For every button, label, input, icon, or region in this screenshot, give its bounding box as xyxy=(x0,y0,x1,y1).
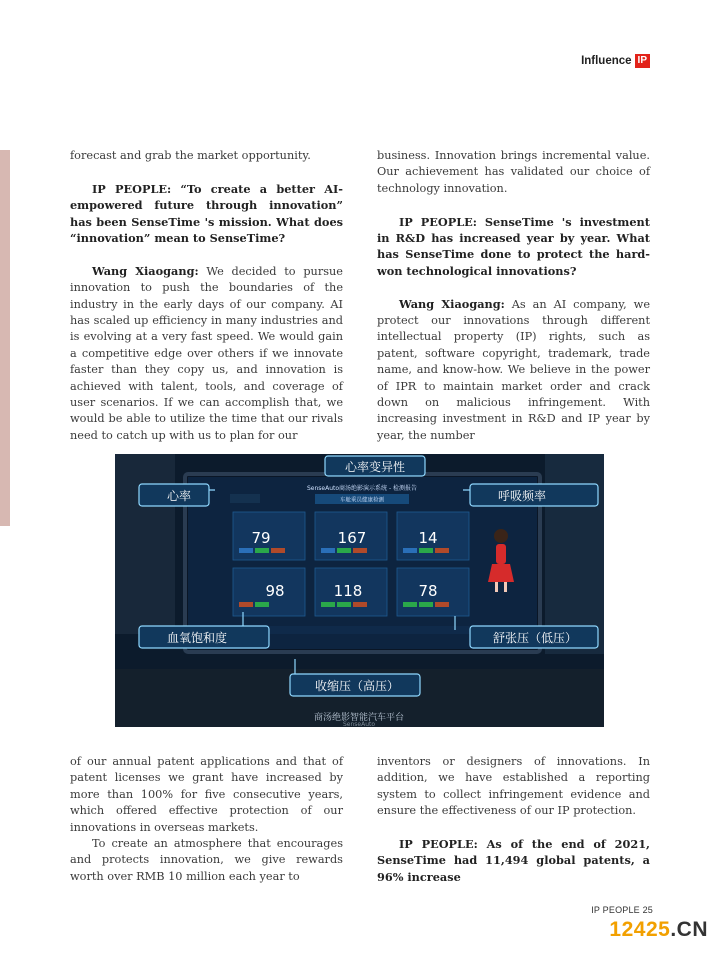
paragraph: inventors or designers of innovations. In addition, we have established a reporting system to collect infringement evidence and ensure the effectiveness of our IP protection. xyxy=(377,755,650,818)
label-systolic: 收缩压（高压） xyxy=(315,679,400,693)
column-left-top xyxy=(70,148,343,444)
paragraph: To create an atmosphere that encourages and protects innovation, we give rewards worth over RMB 10 million each year to xyxy=(70,837,343,883)
answer-text: As an AI company, we protect our innovations through different intellectual property (IP) rights, such as patent, software copyright, trademark, trade name, and know-how. We believe in the power of IPR to maintain market order and crack down on malicious infringement. With increasing investment in R&D and IP year by year, the number xyxy=(377,297,650,442)
label-heart-rate-variability: 心率变异性 xyxy=(345,460,406,474)
reading-value: 14 xyxy=(418,529,438,547)
screen-title: SenseAuto商汤绝影演示系统 - 检测报告 xyxy=(306,485,418,492)
label-heart-rate: 心率 xyxy=(167,489,192,503)
page-number: IP PEOPLE 25 xyxy=(591,905,653,915)
speaker-name: Wang Xiaogang: xyxy=(399,296,505,311)
interview-answer xyxy=(377,296,650,445)
interview-question: IP PEOPLE: As of the end of 2021, SenseTime had 11,494 global patents, a 96% increase xyxy=(377,837,650,884)
reading-value: 118 xyxy=(333,582,363,600)
reading-value: 78 xyxy=(418,582,438,600)
interview-question: IP PEOPLE: SenseTime 's investment in R&D has increased year by year. What has SenseTime done to protect the hard-won technological innovations? xyxy=(377,214,650,278)
photo-caption-sub: SenseAuto xyxy=(342,721,376,727)
paragraph: business. Innovation brings incremental value. Our achievement has validated our choice of technology innovation. xyxy=(377,149,650,195)
watermark-number: 12425 xyxy=(609,918,671,941)
header-brand xyxy=(581,54,650,68)
screen-subtitle: 车舱乘员健康检测 xyxy=(339,497,385,504)
watermark-suffix: .CN xyxy=(670,918,708,941)
dashboard-photo xyxy=(115,454,604,727)
photo-caption: 商汤绝影智能汽车平台 xyxy=(313,713,405,723)
interview-question: IP PEOPLE: “To create a better AI-empowered future through innovation” has been SenseTime 's mission. What does “innovation” mean to SenseTime? xyxy=(70,181,343,246)
answer-text: We decided to pursue innovation to push the boundaries of the industry in the early days of our company. AI has scaled up efficiency in many industries and is evolving at a very fast speed. We would gain a competitive edge over others if we innovate faster than they copy us, and innovation is achieved with talent, tools, and coverage of user scenarios. If we can accomplish that, we would be able to utilize the time that our rivals need to catch up with us to plan for our xyxy=(70,264,343,442)
label-breath-rate: 呼吸频率 xyxy=(498,489,547,503)
column-left-bottom xyxy=(70,754,343,885)
reading-value: 98 xyxy=(265,582,285,600)
page-edge-strip xyxy=(0,150,10,526)
reading-value: 79 xyxy=(251,529,271,547)
column-right-bottom xyxy=(377,754,650,902)
brand-name: Influence xyxy=(581,55,632,67)
column-right-top xyxy=(377,148,650,444)
watermark xyxy=(609,918,708,942)
brand-badge: IP xyxy=(635,54,650,68)
paragraph: of our annual patent applications and that of patent licenses we grant have increased by more than 100% for five consecutive years, which offered effective protection of our innovations in overseas markets. xyxy=(70,755,343,834)
speaker-name: Wang Xiaogang: xyxy=(92,263,199,278)
label-diastolic: 舒张压（低压） xyxy=(493,631,578,645)
label-blood-oxygen: 血氧饱和度 xyxy=(167,631,228,645)
paragraph: forecast and grab the market opportunity. xyxy=(70,149,311,162)
interview-answer xyxy=(70,263,343,444)
reading-value: 167 xyxy=(337,529,367,547)
